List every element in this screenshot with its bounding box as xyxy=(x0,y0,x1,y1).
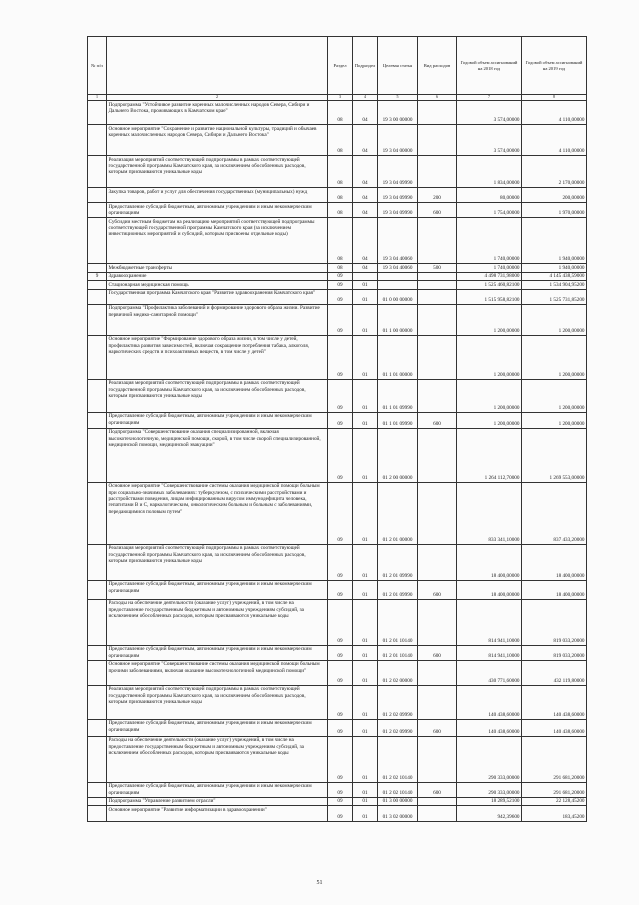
row-expense xyxy=(418,736,457,782)
row-amount-2019: 1 269 553,00000 xyxy=(522,428,587,482)
row-target: 01 2 01 10140 xyxy=(378,645,418,660)
row-expense: 600 xyxy=(418,203,457,218)
row-amount-2018: 140 438,60000 xyxy=(457,719,522,736)
table-row xyxy=(88,544,587,580)
row-subsection: 01 xyxy=(353,645,378,660)
row-number xyxy=(88,218,107,264)
table-row xyxy=(88,806,587,822)
row-amount-2019: 819 033,20000 xyxy=(522,645,587,660)
row-amount-2019: 1 200,00000 xyxy=(522,304,587,335)
row-section: 09 xyxy=(328,544,353,580)
row-section: 09 xyxy=(328,782,353,797)
row-amount-2018: 1 200,00000 xyxy=(457,304,522,335)
table-row xyxy=(88,281,587,290)
row-expense xyxy=(418,156,457,188)
row-subsection: 01 xyxy=(353,412,378,428)
row-expense xyxy=(418,335,457,379)
row-subsection: 04 xyxy=(353,218,378,264)
row-number: 9 xyxy=(88,272,107,281)
row-name: Государственная программа Камчатского края "Развитие здравоохранения Камчатского края" xyxy=(107,289,328,304)
table-row xyxy=(88,188,587,203)
row-expense: 600 xyxy=(418,580,457,599)
row-amount-2019: 183,45200 xyxy=(522,806,587,822)
row-amount-2019: 140 438,60000 xyxy=(522,719,587,736)
row-amount-2019: 1 534 904,95200 xyxy=(522,281,587,290)
row-number xyxy=(88,719,107,736)
header-row xyxy=(88,37,587,95)
row-subsection: 01 xyxy=(353,289,378,304)
row-number xyxy=(88,599,107,645)
row-expense xyxy=(418,289,457,304)
row-amount-2018: 3 574,00000 xyxy=(457,101,522,125)
row-name: Предоставление субсидий бюджетным, автономным учреждениям и иным некоммерческим организациям xyxy=(107,580,328,599)
row-amount-2018: 1 200,00000 xyxy=(457,412,522,428)
row-section: 09 xyxy=(328,797,353,806)
table-row xyxy=(88,101,587,125)
header-2019: Годовой объем ассигнований на 2019 год xyxy=(522,37,587,95)
row-number xyxy=(88,797,107,806)
table-row xyxy=(88,304,587,335)
row-expense xyxy=(418,101,457,125)
row-number xyxy=(88,101,107,125)
row-subsection: 01 xyxy=(353,685,378,719)
row-amount-2018: 18 400,00000 xyxy=(457,580,522,599)
row-section: 08 xyxy=(328,264,353,273)
row-expense xyxy=(418,660,457,685)
row-number xyxy=(88,544,107,580)
row-amount-2018: 1 525 460,82100 xyxy=(457,281,522,290)
row-amount-2018: 290 333,00000 xyxy=(457,782,522,797)
row-amount-2019: 18 400,00000 xyxy=(522,544,587,580)
row-subsection xyxy=(353,272,378,281)
row-subsection: 04 xyxy=(353,188,378,203)
row-expense xyxy=(418,281,457,290)
row-name: Основное мероприятие "Сохранение и развитие национальной культуры, традиций и обычаев коренных малочисленных народов Севера, Сибири и Дальнего Востока" xyxy=(107,125,328,156)
row-target: 01 1 01 09990 xyxy=(378,379,418,412)
table-row xyxy=(88,580,587,599)
row-name: Основное мероприятие "Совершенствование системы оказания медицинской помощи больным прочими заболеваниями, включая оказание высокотехнологичной медицинской помощи" xyxy=(107,660,328,685)
row-section: 09 xyxy=(328,482,353,544)
row-subsection: 04 xyxy=(353,125,378,156)
row-section: 09 xyxy=(328,719,353,736)
row-subsection: 01 xyxy=(353,428,378,482)
row-expense xyxy=(418,806,457,822)
column-number: 2 xyxy=(107,95,328,101)
row-amount-2019: 140 438,60000 xyxy=(522,685,587,719)
row-name: Реализация мероприятий соответствующей подпрограммы в рамках соответствующей государственной программы Камчатского края, за исключением обособленных расходов, которым присваиваются уникальные коды xyxy=(107,685,328,719)
row-subsection: 04 xyxy=(353,156,378,188)
row-amount-2018: 942,39600 xyxy=(457,806,522,822)
row-target xyxy=(378,281,418,290)
row-number xyxy=(88,482,107,544)
row-target: 01 2 01 09990 xyxy=(378,580,418,599)
row-amount-2018: 814 941,10000 xyxy=(457,599,522,645)
row-section: 09 xyxy=(328,272,353,281)
row-number xyxy=(88,428,107,482)
row-expense: 600 xyxy=(418,719,457,736)
row-amount-2019: 1 200,00000 xyxy=(522,335,587,379)
row-amount-2018: 140 438,60000 xyxy=(457,685,522,719)
row-name: Предоставление субсидий бюджетным, автономным учреждениям и иным некоммерческим организациям xyxy=(107,719,328,736)
row-number xyxy=(88,379,107,412)
table-row xyxy=(88,645,587,660)
row-section: 09 xyxy=(328,599,353,645)
row-number xyxy=(88,335,107,379)
row-amount-2018: 18 289,52100 xyxy=(457,797,522,806)
row-amount-2018: 1 200,00000 xyxy=(457,335,522,379)
table-row xyxy=(88,203,587,218)
row-expense xyxy=(418,797,457,806)
row-name: Реализация мероприятий соответствующей подпрограммы в рамках соответствующей государственной программы Камчатского края, за исключением обособленных расходов, которым присваиваются уникальные коды xyxy=(107,156,328,188)
row-target: 01 2 01 10140 xyxy=(378,599,418,645)
row-number xyxy=(88,156,107,188)
row-amount-2018: 1 515 958,82100 xyxy=(457,289,522,304)
row-number xyxy=(88,736,107,782)
row-target: 01 1 01 00000 xyxy=(378,335,418,379)
row-target: 01 3 00 00000 xyxy=(378,797,418,806)
row-target: 01 2 02 00000 xyxy=(378,660,418,685)
header-name xyxy=(107,37,328,95)
table-row xyxy=(88,797,587,806)
row-target xyxy=(378,272,418,281)
row-section: 08 xyxy=(328,125,353,156)
row-expense xyxy=(418,379,457,412)
row-amount-2019: 2 170,00000 xyxy=(522,156,587,188)
table-row xyxy=(88,736,587,782)
row-target: 19 3 00 00000 xyxy=(378,101,418,125)
row-target: 01 3 02 00000 xyxy=(378,806,418,822)
row-subsection: 01 xyxy=(353,599,378,645)
row-section: 08 xyxy=(328,203,353,218)
row-amount-2019: 1 970,00000 xyxy=(522,203,587,218)
row-name: Предоставление субсидий бюджетным, автономным учреждениям и иным некоммерческим организациям xyxy=(107,645,328,660)
row-amount-2019: 819 033,20000 xyxy=(522,599,587,645)
row-section: 09 xyxy=(328,428,353,482)
row-number xyxy=(88,806,107,822)
budget-table xyxy=(87,36,587,822)
row-section: 09 xyxy=(328,412,353,428)
row-number xyxy=(88,125,107,156)
row-name: Предоставление субсидий бюджетным, автономным учреждениям и иным некоммерческим организациям xyxy=(107,203,328,218)
row-subsection: 01 xyxy=(353,782,378,797)
row-name: Подпрограмма "Управление развитием отрасли" xyxy=(107,797,328,806)
row-expense: 600 xyxy=(418,645,457,660)
row-target: 01 2 02 10140 xyxy=(378,736,418,782)
table-row xyxy=(88,428,587,482)
column-number: 3 xyxy=(328,95,353,101)
row-target: 01 0 00 00000 xyxy=(378,289,418,304)
row-target: 01 1 01 09990 xyxy=(378,412,418,428)
row-amount-2018: 1 754,00000 xyxy=(457,203,522,218)
row-amount-2019: 291 681,20000 xyxy=(522,736,587,782)
row-subsection: 01 xyxy=(353,719,378,736)
row-name: Основное мероприятие "Совершенствование системы оказания медицинской помощи больным при социально-значимых заболеваниях: туберкулезом, с психическими расстройствами и расстройствами поведения, лицам инфицированным вирусом иммунодефицита человека, гепатитами В и С, наркологическим, онкологическим больным и больным с заболеваниями, передающимися половым путем" xyxy=(107,482,328,544)
row-name: Реализация мероприятий соответствующей подпрограммы в рамках соответствующей государственной программы Камчатского края, за исключением обособленных расходов, которым присваиваются уникальные коды xyxy=(107,379,328,412)
row-number xyxy=(88,203,107,218)
column-number: 6 xyxy=(418,95,457,101)
row-section: 09 xyxy=(328,379,353,412)
row-amount-2018: 1 200,00000 xyxy=(457,379,522,412)
table-row xyxy=(88,335,587,379)
row-section: 09 xyxy=(328,660,353,685)
table-body xyxy=(88,101,587,822)
row-expense: 200 xyxy=(418,188,457,203)
row-target: 19 3 04 40060 xyxy=(378,218,418,264)
row-name: Здравоохранение xyxy=(107,272,328,281)
table-row xyxy=(88,685,587,719)
row-name: Субсидии местным бюджетам на реализацию мероприятий соответствующей подпрограммы соответствующей государственной программы Камчатского края (за исключением инвестиционных мероприятий и субсидий, которым присвоены отдельные коды) xyxy=(107,218,328,264)
row-section: 08 xyxy=(328,218,353,264)
row-subsection: 01 xyxy=(353,736,378,782)
row-section: 09 xyxy=(328,806,353,822)
table-row xyxy=(88,218,587,264)
row-amount-2019: 22 128,45200 xyxy=(522,797,587,806)
row-amount-2018: 80,00000 xyxy=(457,188,522,203)
row-number xyxy=(88,645,107,660)
row-amount-2019: 1 200,00000 xyxy=(522,379,587,412)
row-section: 09 xyxy=(328,281,353,290)
row-expense xyxy=(418,428,457,482)
row-name: Основное мероприятие "Развитие информатизации в здравоохранении" xyxy=(107,806,328,822)
row-subsection: 04 xyxy=(353,101,378,125)
row-target: 01 2 02 10140 xyxy=(378,782,418,797)
row-subsection: 01 xyxy=(353,660,378,685)
row-amount-2018: 1 740,00000 xyxy=(457,264,522,273)
row-name: Подпрограмма "Профилактика заболеваний и формирование здорового образа жизни. Развитие первичной медико-санитарной помощи" xyxy=(107,304,328,335)
row-name: Реализация мероприятий соответствующей подпрограммы в рамках соответствующей государственной программы Камчатского края, за исключением обособленных расходов, которым присваиваются уникальные коды xyxy=(107,544,328,580)
row-expense xyxy=(418,272,457,281)
row-target: 01 1 00 00000 xyxy=(378,304,418,335)
row-target: 19 3 04 40060 xyxy=(378,264,418,273)
row-amount-2019: 432 119,80000 xyxy=(522,660,587,685)
row-expense xyxy=(418,599,457,645)
row-section: 09 xyxy=(328,335,353,379)
row-section: 09 xyxy=(328,645,353,660)
header-2018: Годовой объем ассигнований на 2018 год xyxy=(457,37,522,95)
row-expense xyxy=(418,304,457,335)
row-target: 01 2 02 09990 xyxy=(378,719,418,736)
row-target: 19 3 04 09990 xyxy=(378,203,418,218)
row-target: 19 3 04 09990 xyxy=(378,156,418,188)
row-name: Предоставление субсидий бюджетным, автономным учреждениям и иным некоммерческим организациям xyxy=(107,782,328,797)
row-expense: 600 xyxy=(418,412,457,428)
row-expense: 600 xyxy=(418,782,457,797)
row-subsection: 01 xyxy=(353,806,378,822)
table-row xyxy=(88,125,587,156)
header-target: Целевая статья xyxy=(378,37,418,95)
row-name: Расходы на обеспечение деятельности (оказание услуг) учреждений, в том числе на предоставление государственным бюджетным и автономным учреждениям субсидий, за исключением обособленных расходов, которым присваиваются уникальные коды xyxy=(107,599,328,645)
row-number xyxy=(88,660,107,685)
row-amount-2018: 1 264 112,70000 xyxy=(457,428,522,482)
column-number: 8 xyxy=(522,95,587,101)
row-amount-2019: 1 940,00000 xyxy=(522,218,587,264)
row-section: 08 xyxy=(328,188,353,203)
row-amount-2019: 4 145 438,59000 xyxy=(522,272,587,281)
row-section: 09 xyxy=(328,685,353,719)
row-name: Подпрограмма "Совершенствование оказания специализированной, включая высокотехнологичную, медицинской помощи, скорой, в том числе скорой специализированной, медицинской помощи, медицинской эвакуации" xyxy=(107,428,328,482)
row-section: 08 xyxy=(328,101,353,125)
row-subsection: 01 xyxy=(353,335,378,379)
header-expense: Вид расходов xyxy=(418,37,457,95)
row-section: 09 xyxy=(328,580,353,599)
row-section: 09 xyxy=(328,304,353,335)
row-amount-2018: 833 341,10000 xyxy=(457,482,522,544)
row-number xyxy=(88,580,107,599)
row-target: 01 2 00 00000 xyxy=(378,428,418,482)
table-row xyxy=(88,412,587,428)
row-subsection: 01 xyxy=(353,281,378,290)
row-amount-2018: 1 834,00000 xyxy=(457,156,522,188)
row-amount-2018: 3 574,00000 xyxy=(457,125,522,156)
row-amount-2019: 837 433,20000 xyxy=(522,482,587,544)
table-row xyxy=(88,660,587,685)
row-expense xyxy=(418,218,457,264)
row-subsection: 04 xyxy=(353,264,378,273)
table-row xyxy=(88,264,587,273)
row-expense xyxy=(418,685,457,719)
column-number: 1 xyxy=(88,95,107,101)
row-expense: 500 xyxy=(418,264,457,273)
row-amount-2019: 4 110,00000 xyxy=(522,101,587,125)
table-row xyxy=(88,719,587,736)
row-amount-2019: 4 110,00000 xyxy=(522,125,587,156)
row-name: Закупка товаров, работ и услуг для обеспечения государственных (муниципальных) нужд xyxy=(107,188,328,203)
row-amount-2019: 291 681,20000 xyxy=(522,782,587,797)
row-number xyxy=(88,289,107,304)
row-amount-2019: 1 525 731,85200 xyxy=(522,289,587,304)
page-number: 51 xyxy=(316,880,323,886)
row-target: 19 3 04 00000 xyxy=(378,125,418,156)
column-number: 5 xyxy=(378,95,418,101)
row-subsection: 01 xyxy=(353,482,378,544)
row-amount-2018: 18 400,00000 xyxy=(457,544,522,580)
row-name: Подпрограмма "Устойчивое развитие коренных малочисленных народов Севера, Сибири и Дальнего Востока, проживающих в Камчатском крае" xyxy=(107,101,328,125)
row-amount-2018: 1 740,00000 xyxy=(457,218,522,264)
column-number: 7 xyxy=(457,95,522,101)
row-subsection: 01 xyxy=(353,304,378,335)
row-amount-2018: 4 498 731,98000 xyxy=(457,272,522,281)
row-name: Основное мероприятие "Формирование здорового образа жизни, в том числе у детей, профилактика развития зависимостей, включая сокращение потребления табака, алкоголя, наркотических средств и психоактивных веществ, в том числе у детей" xyxy=(107,335,328,379)
row-amount-2018: 814 941,10000 xyxy=(457,645,522,660)
row-amount-2019: 200,00000 xyxy=(522,188,587,203)
table-row xyxy=(88,599,587,645)
row-amount-2018: 290 333,00000 xyxy=(457,736,522,782)
row-name: Межбюджетные трансферты xyxy=(107,264,328,273)
row-name: Расходы на обеспечение деятельности (оказание услуг) учреждений, в том числе на предоставление государственным бюджетным и автономным учреждениям субсидий, за исключением обособленных расходов, которым присваиваются уникальные коды xyxy=(107,736,328,782)
row-target: 01 2 01 00000 xyxy=(378,482,418,544)
row-number xyxy=(88,281,107,290)
row-amount-2019: 1 940,00000 xyxy=(522,264,587,273)
row-expense xyxy=(418,482,457,544)
row-subsection: 04 xyxy=(353,203,378,218)
row-subsection: 01 xyxy=(353,797,378,806)
header-section: Раздел xyxy=(328,37,353,95)
row-section: 09 xyxy=(328,289,353,304)
row-expense xyxy=(418,125,457,156)
table-row xyxy=(88,272,587,281)
header-no: № п/п xyxy=(88,37,107,95)
table-row xyxy=(88,156,587,188)
row-target: 01 2 01 09990 xyxy=(378,544,418,580)
row-amount-2019: 18 400,00000 xyxy=(522,580,587,599)
row-section: 09 xyxy=(328,736,353,782)
column-number: 4 xyxy=(353,95,378,101)
row-number xyxy=(88,188,107,203)
row-expense xyxy=(418,544,457,580)
table-row xyxy=(88,482,587,544)
table-row xyxy=(88,782,587,797)
table-row xyxy=(88,289,587,304)
row-number xyxy=(88,264,107,273)
row-name: Стационарная медицинская помощь xyxy=(107,281,328,290)
table-row xyxy=(88,379,587,412)
row-target: 19 3 04 09990 xyxy=(378,188,418,203)
row-section: 08 xyxy=(328,156,353,188)
row-subsection: 01 xyxy=(353,580,378,599)
row-number xyxy=(88,304,107,335)
row-subsection: 01 xyxy=(353,379,378,412)
row-number xyxy=(88,412,107,428)
row-number xyxy=(88,782,107,797)
row-amount-2019: 1 200,00000 xyxy=(522,412,587,428)
header-subsection: Подраздел xyxy=(353,37,378,95)
row-name: Предоставление субсидий бюджетным, автономным учреждениям и иным некоммерческим организациям xyxy=(107,412,328,428)
row-number xyxy=(88,685,107,719)
row-target: 01 2 02 09990 xyxy=(378,685,418,719)
row-amount-2018: 430 771,60000 xyxy=(457,660,522,685)
row-subsection: 01 xyxy=(353,544,378,580)
